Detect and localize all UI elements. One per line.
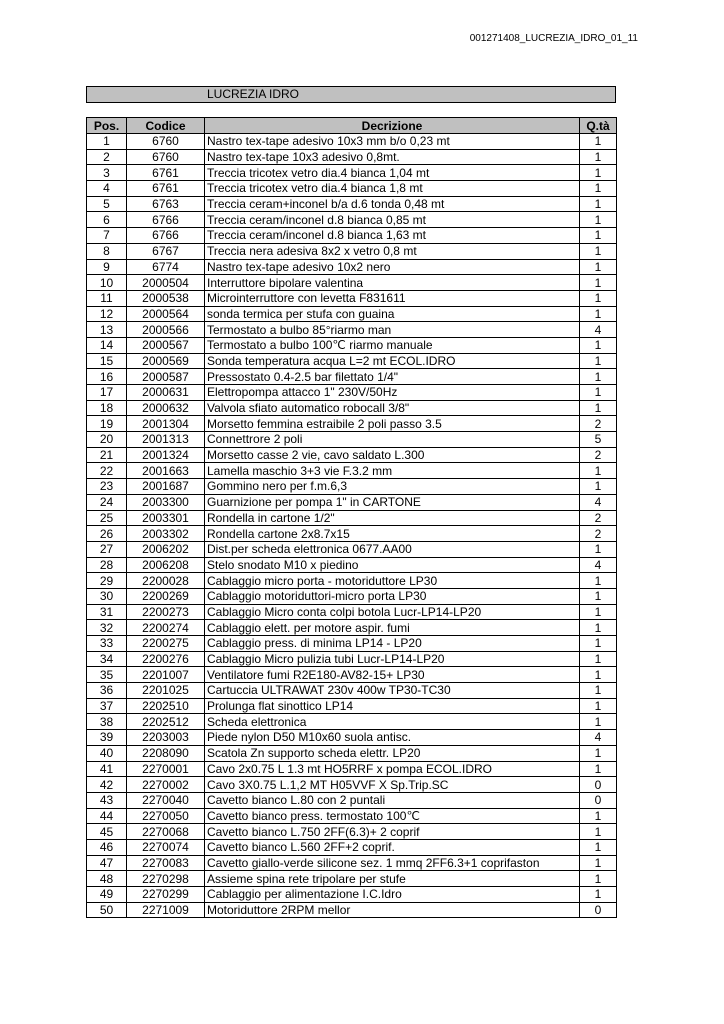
cell-quantity: 1 — [580, 855, 617, 871]
cell-pos: 21 — [87, 447, 127, 463]
cell-description: Cavetto bianco L.750 2FF(6.3)+ 2 coprif — [205, 824, 580, 840]
cell-quantity: 1 — [580, 353, 617, 369]
cell-description: Nastro tex-tape adesivo 10x2 nero — [205, 259, 580, 275]
cell-description: Treccia tricotex vetro dia.4 bianca 1,04 mt — [205, 165, 580, 181]
table-row — [87, 243, 617, 259]
cell-pos: 3 — [87, 165, 127, 181]
cell-pos: 17 — [87, 385, 127, 401]
parts-table — [86, 117, 617, 918]
cell-code: 2000569 — [127, 353, 205, 369]
cell-quantity: 1 — [580, 887, 617, 903]
cell-pos: 29 — [87, 573, 127, 589]
cell-pos: 12 — [87, 306, 127, 322]
cell-quantity: 1 — [580, 275, 617, 291]
cell-pos: 9 — [87, 259, 127, 275]
cell-pos: 31 — [87, 604, 127, 620]
cell-description: Treccia ceram/inconel d.8 bianca 1,63 mt — [205, 228, 580, 244]
table-row — [87, 620, 617, 636]
cell-description: Nastro tex-tape 10x3 adesivo 0,8mt. — [205, 149, 580, 165]
cell-description: Piede nylon D50 M10x60 suola antisc. — [205, 730, 580, 746]
table-row — [87, 730, 617, 746]
cell-pos: 13 — [87, 322, 127, 338]
cell-pos: 25 — [87, 510, 127, 526]
cell-quantity: 2 — [580, 447, 617, 463]
cell-quantity: 1 — [580, 761, 617, 777]
cell-code: 6760 — [127, 149, 205, 165]
cell-code: 2270001 — [127, 761, 205, 777]
cell-pos: 39 — [87, 730, 127, 746]
cell-quantity: 1 — [580, 479, 617, 495]
cell-description: Cablaggio Micro conta colpi botola Lucr-LP14-LP20 — [205, 604, 580, 620]
table-row — [87, 447, 617, 463]
cell-code: 2201025 — [127, 683, 205, 699]
cell-pos: 37 — [87, 698, 127, 714]
document-code: 001271408_LUCREZIA_IDRO_01_11 — [469, 33, 638, 44]
cell-code: 2006202 — [127, 541, 205, 557]
cell-pos: 4 — [87, 181, 127, 197]
cell-quantity: 1 — [580, 259, 617, 275]
cell-description: Assieme spina rete tripolare per stufe — [205, 871, 580, 887]
table-header — [87, 118, 617, 134]
cell-code: 2000631 — [127, 385, 205, 401]
cell-quantity: 1 — [580, 400, 617, 416]
cell-description: Interruttore bipolare valentina — [205, 275, 580, 291]
cell-description: Gommino nero per f.m.6,3 — [205, 479, 580, 495]
table-row — [87, 855, 617, 871]
cell-code: 6766 — [127, 212, 205, 228]
cell-pos: 42 — [87, 777, 127, 793]
cell-quantity: 1 — [580, 871, 617, 887]
table-row — [87, 667, 617, 683]
cell-code: 2202510 — [127, 698, 205, 714]
cell-description: Cavetto bianco L.560 2FF+2 coprif. — [205, 839, 580, 855]
cell-pos: 23 — [87, 479, 127, 495]
table-row — [87, 181, 617, 197]
cell-pos: 47 — [87, 855, 127, 871]
cell-pos: 6 — [87, 212, 127, 228]
cell-pos: 50 — [87, 902, 127, 918]
cell-quantity: 1 — [580, 745, 617, 761]
cell-description: Cablaggio Micro pulizia tubi Lucr-LP14-LP20 — [205, 651, 580, 667]
cell-quantity: 1 — [580, 337, 617, 353]
cell-code: 2000566 — [127, 322, 205, 338]
cell-code: 2270298 — [127, 871, 205, 887]
cell-description: Cavo 3X0.75 L.1,2 MT H05VVF X Sp.Trip.SC — [205, 777, 580, 793]
cell-pos: 5 — [87, 196, 127, 212]
cell-quantity: 1 — [580, 134, 617, 150]
cell-code: 2001687 — [127, 479, 205, 495]
cell-description: Cablaggio press. di minima LP14 - LP20 — [205, 636, 580, 652]
cell-code: 2003300 — [127, 494, 205, 510]
cell-pos: 2 — [87, 149, 127, 165]
cell-pos: 7 — [87, 228, 127, 244]
cell-code: 6774 — [127, 259, 205, 275]
table-row — [87, 792, 617, 808]
cell-quantity: 1 — [580, 243, 617, 259]
cell-description: Prolunga flat sinottico LP14 — [205, 698, 580, 714]
table-row — [87, 824, 617, 840]
cell-code: 2001324 — [127, 447, 205, 463]
cell-pos: 10 — [87, 275, 127, 291]
cell-pos: 24 — [87, 494, 127, 510]
cell-pos: 43 — [87, 792, 127, 808]
cell-description: sonda termica per stufa con guaina — [205, 306, 580, 322]
table-row — [87, 636, 617, 652]
cell-description: Cablaggio elett. per motore aspir. fumi — [205, 620, 580, 636]
table-row — [87, 698, 617, 714]
cell-code: 2006208 — [127, 557, 205, 573]
cell-description: Treccia ceram/inconel d.8 bianca 0,85 mt — [205, 212, 580, 228]
cell-pos: 30 — [87, 588, 127, 604]
table-row — [87, 510, 617, 526]
table-row — [87, 839, 617, 855]
cell-description: Rondella cartone 2x8.7x15 — [205, 526, 580, 542]
cell-pos: 35 — [87, 667, 127, 683]
table-row — [87, 369, 617, 385]
table-row — [87, 416, 617, 432]
cell-code: 2001663 — [127, 463, 205, 479]
table-row — [87, 902, 617, 918]
table-row — [87, 290, 617, 306]
cell-quantity: 1 — [580, 683, 617, 699]
cell-quantity: 4 — [580, 557, 617, 573]
cell-code: 2208090 — [127, 745, 205, 761]
table-row — [87, 306, 617, 322]
header-code: Codice — [127, 118, 205, 134]
page-title: LUCREZIA IDRO — [207, 87, 300, 101]
table-row — [87, 604, 617, 620]
title-bar — [86, 86, 616, 103]
table-row — [87, 557, 617, 573]
table-row — [87, 573, 617, 589]
table-row — [87, 479, 617, 495]
header-quantity: Q.tà — [580, 118, 617, 134]
cell-description: Scatola Zn supporto scheda elettr. LP20 — [205, 745, 580, 761]
table-row — [87, 651, 617, 667]
cell-pos: 11 — [87, 290, 127, 306]
cell-code: 2270002 — [127, 777, 205, 793]
table-row — [87, 683, 617, 699]
cell-description: Cablaggio motoriduttori-micro porta LP30 — [205, 588, 580, 604]
cell-description: Cavo 2x0.75 L 1.3 mt HO5RRF x pompa ECOL.IDRO — [205, 761, 580, 777]
cell-description: Elettropompa attacco 1" 230V/50Hz — [205, 385, 580, 401]
cell-pos: 22 — [87, 463, 127, 479]
cell-code: 2200276 — [127, 651, 205, 667]
cell-code: 6760 — [127, 134, 205, 150]
table-row — [87, 432, 617, 448]
cell-pos: 38 — [87, 714, 127, 730]
cell-code: 6761 — [127, 165, 205, 181]
table-row — [87, 228, 617, 244]
cell-code: 2271009 — [127, 902, 205, 918]
cell-description: Motoriduttore 2RPM mellor — [205, 902, 580, 918]
table-row — [87, 275, 617, 291]
cell-quantity: 4 — [580, 494, 617, 510]
cell-description: Valvola sfiato automatico robocall 3/8" — [205, 400, 580, 416]
cell-description: Treccia ceram+inconel b/a d.6 tonda 0,48 mt — [205, 196, 580, 212]
cell-quantity: 1 — [580, 698, 617, 714]
cell-quantity: 5 — [580, 432, 617, 448]
cell-code: 2270068 — [127, 824, 205, 840]
cell-code: 6767 — [127, 243, 205, 259]
table-row — [87, 777, 617, 793]
cell-code: 2003302 — [127, 526, 205, 542]
cell-code: 2202512 — [127, 714, 205, 730]
cell-quantity: 1 — [580, 588, 617, 604]
cell-pos: 44 — [87, 808, 127, 824]
cell-description: Stelo snodato M10 x piedino — [205, 557, 580, 573]
cell-description: Cablaggio per alimentazione I.C.Idro — [205, 887, 580, 903]
cell-description: Rondella in cartone 1/2" — [205, 510, 580, 526]
cell-description: Treccia nera adesiva 8x2 x vetro 0,8 mt — [205, 243, 580, 259]
cell-quantity: 4 — [580, 322, 617, 338]
cell-quantity: 1 — [580, 541, 617, 557]
cell-quantity: 1 — [580, 824, 617, 840]
cell-code: 2200269 — [127, 588, 205, 604]
cell-pos: 16 — [87, 369, 127, 385]
cell-description: Cavetto bianco L.80 con 2 puntali — [205, 792, 580, 808]
cell-description: Treccia tricotex vetro dia.4 bianca 1,8 mt — [205, 181, 580, 197]
cell-code: 2270050 — [127, 808, 205, 824]
cell-code: 2203003 — [127, 730, 205, 746]
table-row — [87, 149, 617, 165]
cell-code: 2000538 — [127, 290, 205, 306]
table-row — [87, 400, 617, 416]
cell-description: Lamella maschio 3+3 vie F.3.2 mm — [205, 463, 580, 479]
cell-pos: 15 — [87, 353, 127, 369]
cell-quantity: 0 — [580, 902, 617, 918]
cell-pos: 14 — [87, 337, 127, 353]
cell-quantity: 1 — [580, 181, 617, 197]
cell-quantity: 2 — [580, 416, 617, 432]
cell-code: 2201007 — [127, 667, 205, 683]
cell-description: Termostato a bulbo 85°riarmo man — [205, 322, 580, 338]
cell-quantity: 1 — [580, 196, 617, 212]
cell-pos: 36 — [87, 683, 127, 699]
cell-quantity: 1 — [580, 808, 617, 824]
cell-code: 2200275 — [127, 636, 205, 652]
cell-code: 2000564 — [127, 306, 205, 322]
table-row — [87, 259, 617, 275]
cell-quantity: 1 — [580, 385, 617, 401]
cell-quantity: 1 — [580, 290, 617, 306]
cell-description: Ventilatore fumi R2E180-AV82-15+ LP30 — [205, 667, 580, 683]
cell-quantity: 1 — [580, 573, 617, 589]
cell-quantity: 1 — [580, 620, 617, 636]
table-row — [87, 165, 617, 181]
cell-pos: 32 — [87, 620, 127, 636]
cell-code: 2000567 — [127, 337, 205, 353]
table-row — [87, 761, 617, 777]
table-row — [87, 134, 617, 150]
cell-code: 2000632 — [127, 400, 205, 416]
cell-code: 6761 — [127, 181, 205, 197]
table-row — [87, 212, 617, 228]
cell-pos: 45 — [87, 824, 127, 840]
cell-quantity: 1 — [580, 369, 617, 385]
table-row — [87, 322, 617, 338]
table-row — [87, 714, 617, 730]
cell-code: 2200028 — [127, 573, 205, 589]
cell-quantity: 1 — [580, 228, 617, 244]
cell-code: 2270083 — [127, 855, 205, 871]
cell-description: Pressostato 0.4-2.5 bar filettato 1/4" — [205, 369, 580, 385]
cell-description: Cartuccia ULTRAWAT 230v 400w TP30-TC30 — [205, 683, 580, 699]
cell-code: 2200273 — [127, 604, 205, 620]
table-row — [87, 541, 617, 557]
cell-quantity: 1 — [580, 839, 617, 855]
cell-pos: 27 — [87, 541, 127, 557]
cell-description: Connettrore 2 poli — [205, 432, 580, 448]
table-row — [87, 196, 617, 212]
cell-pos: 8 — [87, 243, 127, 259]
cell-quantity: 1 — [580, 165, 617, 181]
cell-description: Microinterruttore con levetta F831611 — [205, 290, 580, 306]
cell-quantity: 1 — [580, 463, 617, 479]
cell-code: 2001304 — [127, 416, 205, 432]
cell-description: Morsetto femmina estraibile 2 poli passo 3.5 — [205, 416, 580, 432]
cell-quantity: 0 — [580, 777, 617, 793]
table-row — [87, 588, 617, 604]
cell-description: Guarnizione per pompa 1" in CARTONE — [205, 494, 580, 510]
cell-pos: 28 — [87, 557, 127, 573]
cell-pos: 34 — [87, 651, 127, 667]
table-row — [87, 526, 617, 542]
cell-code: 2000504 — [127, 275, 205, 291]
table-row — [87, 745, 617, 761]
cell-pos: 46 — [87, 839, 127, 855]
table-row — [87, 463, 617, 479]
cell-pos: 18 — [87, 400, 127, 416]
cell-quantity: 4 — [580, 730, 617, 746]
cell-pos: 40 — [87, 745, 127, 761]
cell-description: Cavetto bianco press. termostato 100℃ — [205, 808, 580, 824]
cell-code: 2000587 — [127, 369, 205, 385]
cell-code: 2270299 — [127, 887, 205, 903]
cell-description: Cavetto giallo-verde silicone sez. 1 mmq 2FF6.3+1 coprifaston — [205, 855, 580, 871]
cell-pos: 20 — [87, 432, 127, 448]
cell-quantity: 1 — [580, 667, 617, 683]
cell-description: Morsetto casse 2 vie, cavo saldato L.300 — [205, 447, 580, 463]
cell-pos: 33 — [87, 636, 127, 652]
table-row — [87, 887, 617, 903]
cell-quantity: 1 — [580, 714, 617, 730]
cell-pos: 41 — [87, 761, 127, 777]
cell-code: 6763 — [127, 196, 205, 212]
cell-pos: 49 — [87, 887, 127, 903]
cell-quantity: 2 — [580, 526, 617, 542]
cell-quantity: 1 — [580, 651, 617, 667]
cell-description: Dist.per scheda elettronica 0677.AA00 — [205, 541, 580, 557]
cell-pos: 1 — [87, 134, 127, 150]
cell-quantity: 1 — [580, 604, 617, 620]
header-pos: Pos. — [87, 118, 127, 134]
cell-description: Sonda temperatura acqua L=2 mt ECOL.IDRO — [205, 353, 580, 369]
cell-quantity: 0 — [580, 792, 617, 808]
cell-code: 2270040 — [127, 792, 205, 808]
cell-quantity: 1 — [580, 212, 617, 228]
table-row — [87, 808, 617, 824]
cell-description: Scheda elettronica — [205, 714, 580, 730]
cell-code: 2200274 — [127, 620, 205, 636]
cell-code: 2270074 — [127, 839, 205, 855]
cell-pos: 19 — [87, 416, 127, 432]
cell-quantity: 1 — [580, 149, 617, 165]
cell-code: 6766 — [127, 228, 205, 244]
cell-code: 2001313 — [127, 432, 205, 448]
table-row — [87, 871, 617, 887]
table-row — [87, 385, 617, 401]
cell-pos: 26 — [87, 526, 127, 542]
table-row — [87, 353, 617, 369]
cell-quantity: 1 — [580, 636, 617, 652]
cell-quantity: 1 — [580, 306, 617, 322]
cell-quantity: 2 — [580, 510, 617, 526]
cell-description: Cablaggio micro porta - motoriduttore LP30 — [205, 573, 580, 589]
cell-description: Termostato a bulbo 100℃ riarmo manuale — [205, 337, 580, 353]
table-row — [87, 337, 617, 353]
cell-pos: 48 — [87, 871, 127, 887]
cell-description: Nastro tex-tape adesivo 10x3 mm b/o 0,23 mt — [205, 134, 580, 150]
table-row — [87, 494, 617, 510]
header-description: Decrizione — [205, 118, 580, 134]
cell-code: 2003301 — [127, 510, 205, 526]
